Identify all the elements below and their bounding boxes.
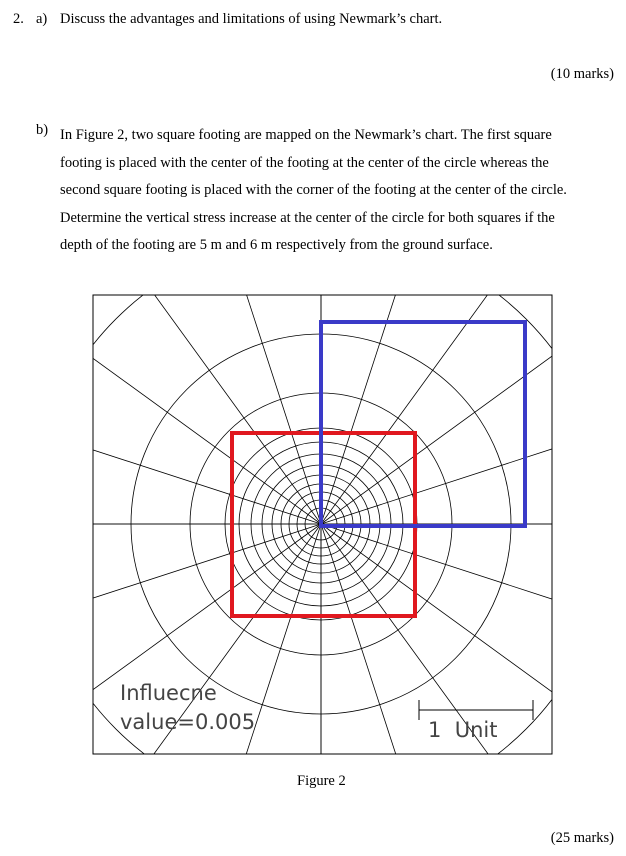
unit-label: 1 Unit bbox=[428, 718, 498, 742]
part-a-text: Discuss the advantages and limitations of using Newmark’s chart. bbox=[60, 11, 443, 27]
part-b-line: footing is placed with the center of the footing at the center of the circle whereas the bbox=[60, 154, 549, 171]
newmark-radial-line bbox=[191, 125, 321, 524]
influence-label-line1: Influecne bbox=[120, 681, 217, 705]
part-b-line: second square footing is placed with the corner of the footing at the center of the circle. bbox=[60, 182, 567, 198]
part-a-marks: (10 marks) bbox=[550, 66, 614, 82]
newmark-radial-line bbox=[321, 125, 451, 524]
question-number: 2. bbox=[13, 11, 24, 27]
corner-square-footing bbox=[321, 322, 525, 526]
newmark-radial-line bbox=[0, 524, 321, 654]
newmark-radial-line bbox=[0, 394, 321, 524]
unit-scale-bar bbox=[419, 700, 533, 720]
part-b-line: Determine the vertical stress increase at the center of the circle for both squares if the bbox=[60, 209, 555, 226]
part-a-label: a) bbox=[36, 11, 48, 27]
newmark-radial-line bbox=[321, 184, 568, 524]
part-b-line: In Figure 2, two square footing are mapped on the Newmark’s chart. The first square bbox=[60, 127, 552, 143]
part-b-label: b) bbox=[36, 122, 49, 138]
part-b-marks: (25 marks) bbox=[550, 830, 614, 846]
newmark-radial-line bbox=[0, 277, 321, 524]
influence-label-line2: value=0.005 bbox=[120, 710, 256, 734]
figure-caption: Figure 2 bbox=[297, 773, 346, 789]
newmark-radial-line bbox=[74, 184, 321, 524]
newmark-radial-line bbox=[321, 524, 568, 856]
part-b-line: depth of the footing are 5 m and 6 m respectively from the ground surface. bbox=[60, 237, 493, 253]
